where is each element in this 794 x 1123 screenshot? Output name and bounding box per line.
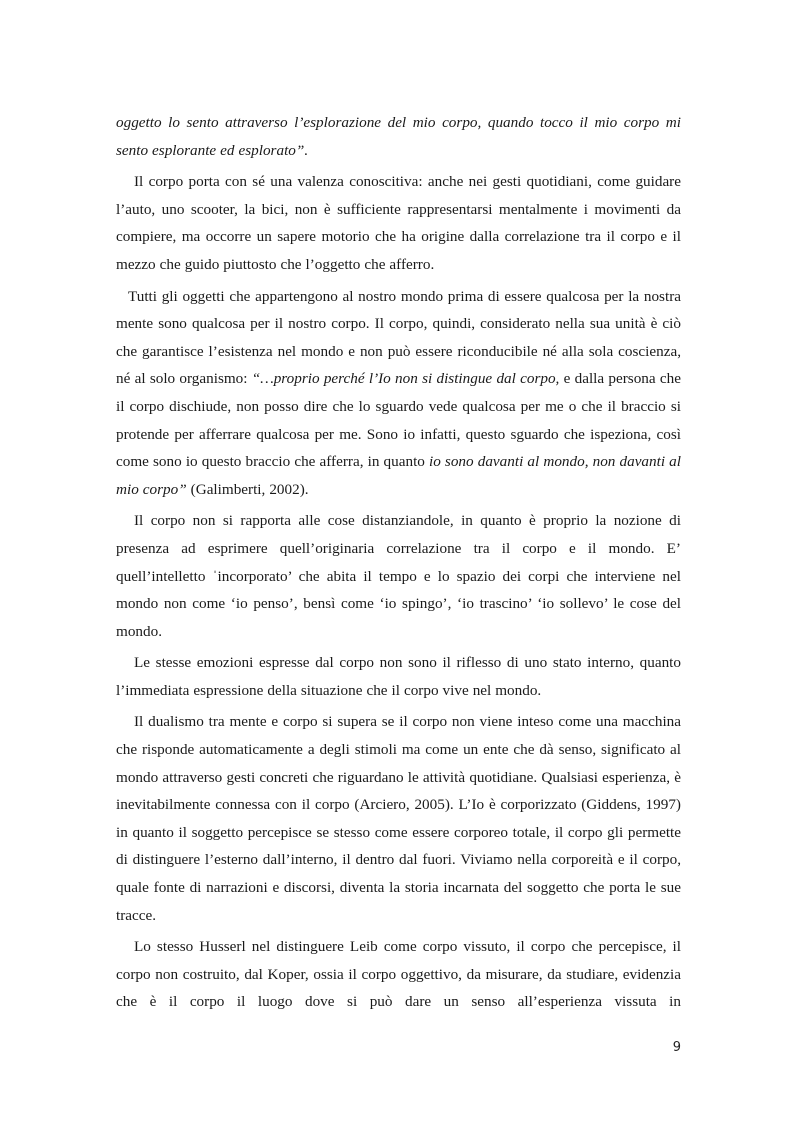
paragraph-4: Il corpo non si rapporta alle cose distanziandole, in quanto è proprio la nozione di presenza ad esprimere quell’originaria correlazione tra il corpo e il mondo. E’ quell’intelletto ˈincorporato’ che abita il tempo e lo spazio dei corpi che interviene nel mondo non come ‘io penso’, bensì come ‘io spingo’, ‘io trascino’ ‘io sollevo’ le cose del mondo. (116, 512, 681, 640)
paragraph-1 (116, 109, 681, 164)
quote-continuation: oggetto lo sento attraverso l’esplorazione del mio corpo, quando tocco il mio corpo mi sento esplorante ed esplorato”. (116, 114, 681, 159)
page-number: 9 (672, 1040, 681, 1055)
paragraph-5: Le stesse emozioni espresse dal corpo non sono il riflesso di uno stato interno, quanto l’immediata espressione della situazione che il corpo vive nel mondo. (116, 654, 681, 699)
paragraph-6: Il dualismo tra mente e corpo si supera se il corpo non viene inteso come una macchina che risponde automaticamente a degli stimoli ma come un ente che dà senso, significato al mondo attraverso gesti concreti che riguardano le attività quotidiane. Qualsiasi esperienza, è inevitabilmente connessa con il corpo (Arciero, 2005). L’Io è corporizzato (Giddens, 1997) in quanto il soggetto percepisce se stesso come essere corporeo totale, il corpo gli permette di distinguere l’esterno dall’interno, il dentro dal fuori. Viviamo nella corporeità e il corpo, quale fonte di narrazioni e discorsi, diventa la storia incarnata del soggetto che porta le sue tracce. (116, 713, 681, 924)
document-page (116, 109, 681, 1016)
citation: (Galimberti, 2002). (186, 480, 309, 498)
galimberti-quote-a: “…proprio perché l’Io non si distingue dal corpo, (251, 370, 560, 388)
paragraph-2: Il corpo porta con sé una valenza conoscitiva: anche nei gesti quotidiani, come guidare l’auto, uno scooter, la bici, non è sufficiente rappresentarsi mentalmente i movimenti da compiere, ma occorre un sapere motorio che ha origine dalla correlazione tra il corpo e il mezzo che guido piuttosto che l’oggetto che afferro. (116, 173, 681, 273)
galimberti-quote-b: io sono davanti al mondo, non davanti al mio corpo” (116, 453, 681, 498)
paragraph-3: Tutti gli oggetti che appartengono al nostro mondo prima di essere qualcosa per la nostra mente sono qualcosa per il nostro corpo. Il corpo, quindi, considerato nella sua unità è ciò che garantisce l’esistenza nel mondo e non può essere riconducibile né alla sola coscienza, né al solo organismo: “…proprio perché l’Io non si distingue dal corpo, e dalla persona che il corpo dischiude, non posso dire che lo sguardo vede qualcosa per me o che il braccio si protende per afferrare qualcosa per me. Sono io infatti, questo sguardo che ispeziona, così come sono io questo braccio che afferra, in quanto io sono davanti al mondo, non davanti al mio corpo” (Galimberti, 2002). (116, 287, 681, 498)
paragraph-7: Lo stesso Husserl nel distinguere Leib come corpo vissuto, il corpo che percepisce, il corpo non costruito, dal Koper, ossia il corpo oggettivo, da misurare, da studiare, evidenzia che è il corpo il luogo dove si può dare un senso all’esperienza vissuta in (116, 938, 681, 1011)
